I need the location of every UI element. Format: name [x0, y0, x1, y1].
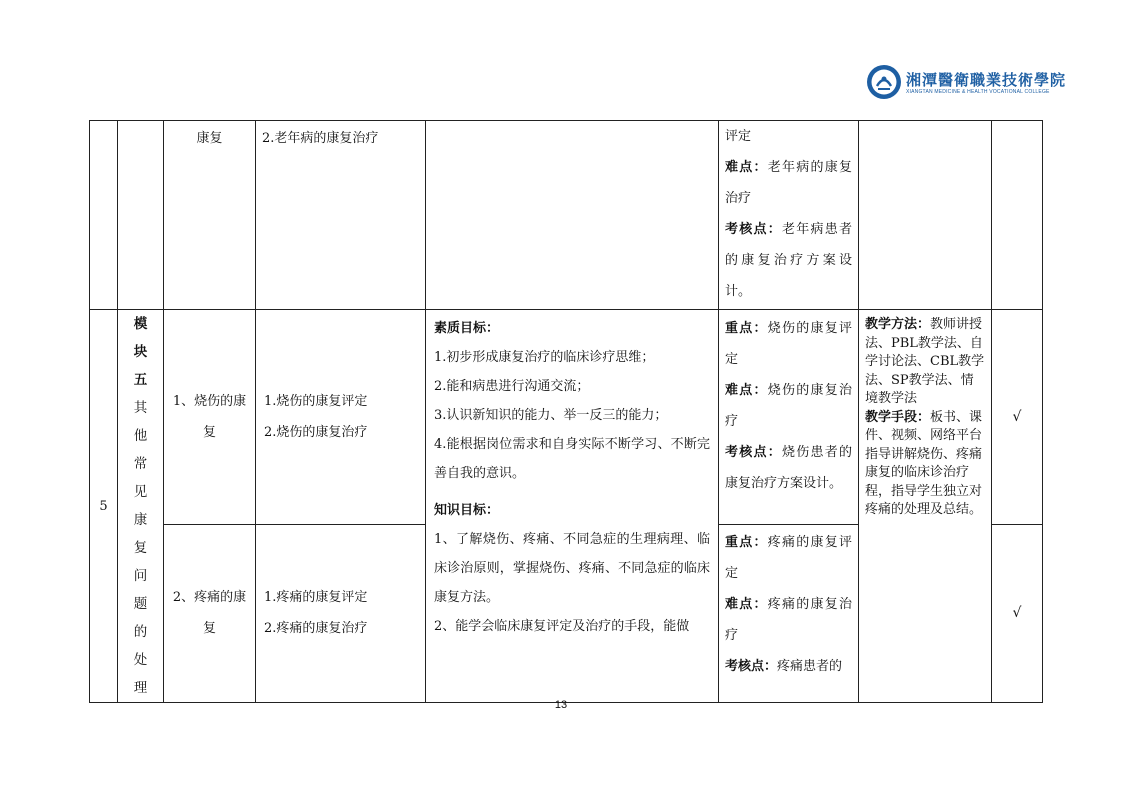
content-cell: [256, 524, 426, 702]
table-row: [90, 121, 1043, 310]
college-name-cn: 湘潭醫衛職業技術學院: [906, 71, 1067, 89]
focus-text: 疼痛的康复评定: [725, 534, 852, 581]
unit-cell: [164, 121, 256, 310]
module-cell: [118, 121, 164, 310]
content-line: 1.疼痛的康复评定: [264, 590, 368, 606]
no-cell: [90, 310, 118, 703]
quality-goals-title: 素质目标：: [434, 321, 500, 336]
methods-text: 教师讲授法、PBL教学法、自学讨论法、CBL教学法、SP教学法、情境教学法: [865, 317, 985, 406]
check-cell: [992, 310, 1043, 525]
knowledge-goals-title: 知识目标：: [434, 503, 500, 518]
focus-label: 重点：: [725, 534, 768, 550]
difficulty-label: 难点：: [725, 596, 768, 612]
goal-item: 3.认识新知识的能力、举一反三的能力；: [434, 408, 668, 423]
assess-label: 考核点：: [725, 658, 778, 674]
difficulty-text: 烧伤的康复治疗: [725, 383, 852, 429]
focus-cell: [719, 524, 859, 702]
college-logo: [866, 64, 1067, 104]
difficulty-text: 疼痛的康复治疗: [725, 596, 852, 643]
check-mark: √: [1012, 605, 1022, 622]
assess-text: 烧伤患者的康复治疗方案设计。: [725, 445, 852, 491]
check-cell: [992, 121, 1043, 310]
module-cell: [118, 310, 164, 703]
focus-label: 重点：: [725, 321, 768, 336]
goal-item: 1、了解烧伤、疼痛、不同急症的生理病理、临床诊治原则，掌握烧伤、疼痛、不同急症的临床康复方法。: [434, 532, 710, 605]
methods-label: 教学方法：: [865, 317, 931, 332]
difficulty-text: 老年病的康复治疗: [725, 160, 852, 206]
module-title: 康复: [133, 512, 148, 556]
methods-cell: [859, 121, 992, 310]
module-title: 理: [133, 680, 148, 696]
row-number: 5: [99, 498, 108, 514]
goal-item: 2.能和病患进行沟通交流；: [434, 379, 590, 394]
assess-text: 老年病患者的康复治疗方案设计。: [725, 222, 852, 299]
methods-cell: [859, 310, 992, 703]
syllabus-table: [89, 120, 1043, 703]
focus-text: 烧伤的康复评定: [725, 321, 852, 367]
difficulty-label: 难点：: [725, 160, 768, 175]
unit-name: 2、疼痛的康复: [172, 590, 247, 637]
focus-text: 评定: [725, 129, 752, 144]
module-label: 模块: [133, 316, 148, 360]
goal-item: 2、能学会临床康复评定及治疗的手段，能做: [434, 619, 690, 634]
focus-cell: [719, 121, 859, 310]
content-line: 2.烧伤的康复治疗: [264, 424, 368, 440]
goals-cell: [426, 121, 719, 310]
page-number: 13: [554, 699, 568, 711]
module-title: 的处: [133, 624, 148, 668]
content-line: 2.老年病的康复治疗: [262, 131, 379, 146]
content-cell: [256, 310, 426, 525]
content-cell: [256, 121, 426, 310]
assess-text: 疼痛患者的: [777, 658, 843, 674]
goal-item: 1.初步形成康复治疗的临床诊疗思维；: [434, 350, 655, 365]
content-line: 1.烧伤的康复评定: [264, 393, 368, 409]
unit-cell: [164, 524, 256, 702]
assess-label: 考核点：: [725, 222, 782, 237]
means-label: 教学手段：: [865, 409, 931, 425]
goals-cell: [426, 310, 719, 703]
module-title: 问题: [133, 568, 148, 612]
means-text: 板书、课件、视频、网络平台指导讲解烧伤、疼痛康复的临床诊治疗程，指导学生独立对疼痛的处理及总结。: [865, 409, 983, 517]
focus-cell: [719, 310, 859, 525]
table-row: [90, 310, 1043, 525]
module-title: 其他: [133, 400, 148, 444]
content-line: 2.疼痛的康复治疗: [264, 621, 368, 637]
unit-cell: [164, 310, 256, 525]
college-emblem-icon: [866, 64, 902, 100]
goal-item: 4.能根据岗位需求和自身实际不断学习、不断完善自我的意识。: [434, 437, 710, 481]
unit-name: 康复: [196, 131, 223, 146]
module-label: 五: [133, 372, 148, 388]
assess-label: 考核点：: [725, 445, 782, 460]
check-cell: [992, 524, 1043, 702]
no-cell: [90, 121, 118, 310]
unit-name: 1、烧伤的康复: [172, 393, 247, 440]
college-name-en: XIANGTAN MEDICINE & HEALTH VOCATIONAL COLLEGE: [906, 89, 1050, 95]
check-mark: √: [1012, 408, 1022, 425]
difficulty-label: 难点：: [725, 383, 768, 398]
module-title: 常见: [133, 456, 148, 500]
